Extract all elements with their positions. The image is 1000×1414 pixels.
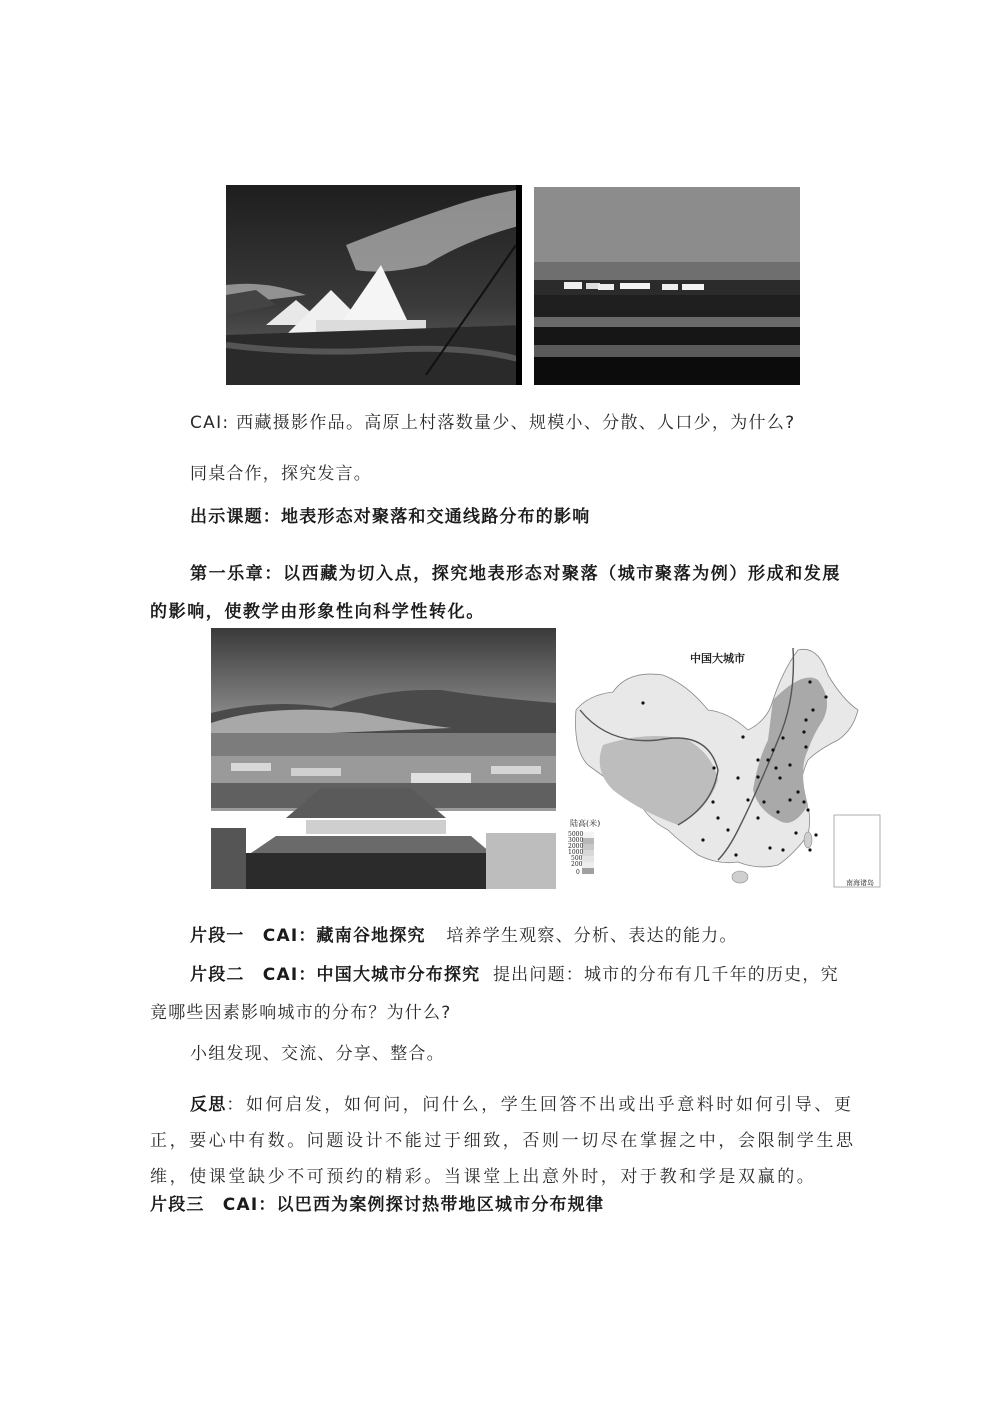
reflection-line2: 正，要心中有数。问题设计不能过于细致，否则一切尽在掌握之中，会限制学生思 bbox=[150, 1131, 856, 1151]
map-legend-5000: 5000 bbox=[568, 831, 584, 838]
segment-two-label: 片段二 CAI：中国大城市分布探究 bbox=[190, 965, 481, 985]
partner-discussion-text: 同桌合作，探究发言。 bbox=[190, 464, 372, 484]
segment-three-heading: 片段三 CAI：以巴西为案例探讨热带地区城市分布规律 bbox=[150, 1195, 605, 1215]
segment-one-label: 片段一 CAI：藏南谷地探究 bbox=[190, 926, 426, 946]
tibet-tents-photo bbox=[226, 185, 522, 385]
map-legend-1000: 1000 bbox=[568, 849, 584, 856]
segment-one bbox=[190, 925, 738, 947]
segment-two bbox=[190, 964, 839, 986]
reflection-line1 bbox=[190, 1094, 854, 1116]
movement-one-heading-line1: 第一乐章：以西藏为切入点，探究地表形态对聚落（城市聚落为例）形成和发展 bbox=[190, 564, 841, 584]
tibet-monastery-photo bbox=[211, 628, 556, 889]
reflection-line3: 维，使课堂缺少不可预约的精彩。当课堂上出意外时，对于教和学是双赢的。 bbox=[150, 1167, 817, 1187]
map-legend-0: 0 bbox=[576, 869, 580, 876]
map-legend-500: 500 bbox=[571, 855, 583, 862]
group-activity-text: 小组发现、交流、分享、整合。 bbox=[190, 1044, 445, 1064]
map-legend-200: 200 bbox=[571, 861, 583, 868]
movement-one-heading-line2: 的影响，使教学由形象性向科学性转化。 bbox=[150, 602, 485, 622]
segment-two-text-line2: 竟哪些因素影响城市的分布？为什么? bbox=[150, 1003, 452, 1023]
map-title: 中国大城市 bbox=[690, 652, 745, 665]
map-legend-title: 陆高(米) bbox=[570, 819, 601, 828]
lesson-topic-heading: 出示课题：地表形态对聚落和交通线路分布的影响 bbox=[190, 507, 591, 527]
map-legend-3000: 3000 bbox=[568, 837, 584, 844]
segment-one-text: 培养学生观察、分析、表达的能力。 bbox=[446, 926, 738, 946]
reflection-label: 反思 bbox=[190, 1095, 227, 1115]
plateau-settlement-photo bbox=[534, 187, 800, 385]
map-legend-2000: 2000 bbox=[568, 843, 584, 850]
map-inset-label: 南海诸岛 bbox=[846, 879, 874, 887]
reflection-text-1: ：如何启发，如何问，问什么，学生回答不出或出乎意料时如何引导、更 bbox=[226, 1095, 854, 1115]
china-big-cities-map bbox=[568, 640, 890, 890]
segment-two-text: 提出问题：城市的分布有几千年的历史，究 bbox=[492, 965, 839, 985]
cai-question-text: CAI: 西藏摄影作品。高原上村落数量少、规模小、分散、人口少，为什么? bbox=[190, 413, 796, 433]
